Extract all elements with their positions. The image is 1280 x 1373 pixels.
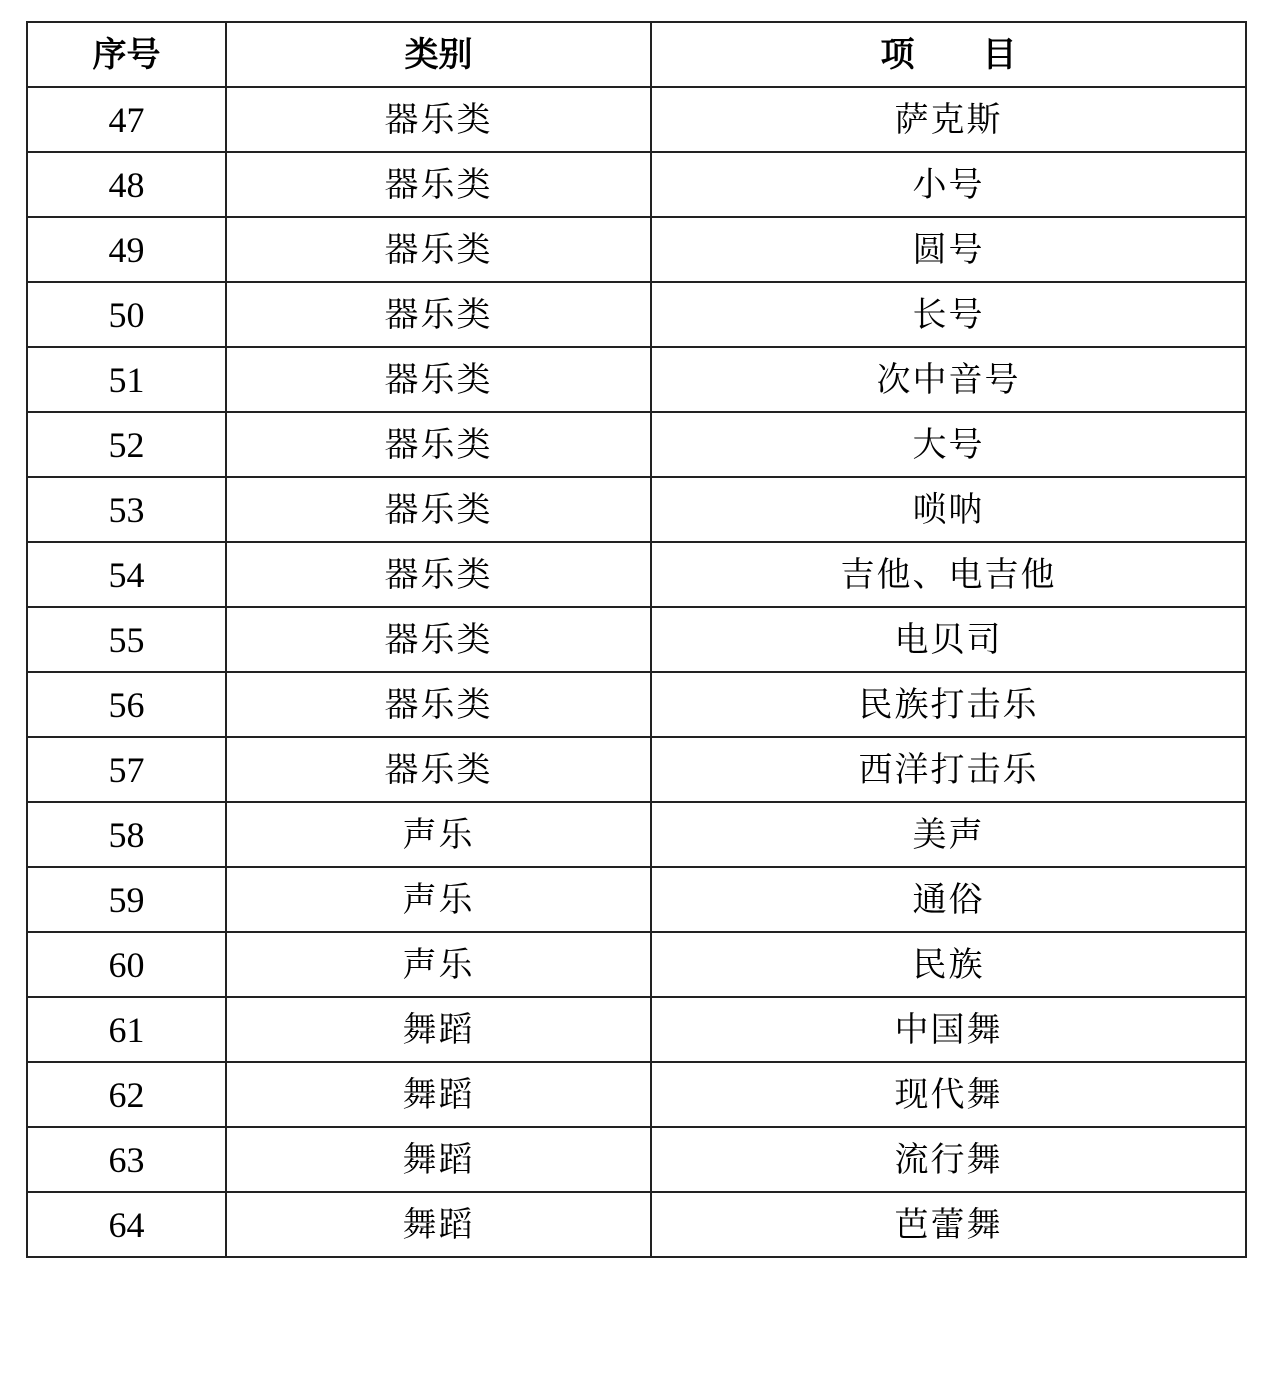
cell-category: 声乐	[226, 802, 651, 867]
cell-number: 48	[27, 152, 226, 217]
table-row	[27, 607, 1246, 672]
cell-category: 器乐类	[226, 477, 651, 542]
cell-number: 51	[27, 347, 226, 412]
cell-category: 器乐类	[226, 607, 651, 672]
table-row	[27, 1127, 1246, 1192]
cell-item: 吉他、电吉他	[651, 542, 1246, 607]
cell-category: 舞蹈	[226, 997, 651, 1062]
cell-item: 芭蕾舞	[651, 1192, 1246, 1257]
cell-category: 声乐	[226, 932, 651, 997]
table-row	[27, 672, 1246, 737]
table-row	[27, 347, 1246, 412]
cell-item: 民族打击乐	[651, 672, 1246, 737]
table-row	[27, 1062, 1246, 1127]
cell-item: 圆号	[651, 217, 1246, 282]
cell-category: 舞蹈	[226, 1192, 651, 1257]
cell-item: 电贝司	[651, 607, 1246, 672]
cell-item: 中国舞	[651, 997, 1246, 1062]
table-row	[27, 737, 1246, 802]
cell-item: 大号	[651, 412, 1246, 477]
table-row	[27, 152, 1246, 217]
cell-item: 次中音号	[651, 347, 1246, 412]
cell-category: 器乐类	[226, 672, 651, 737]
table-header	[27, 22, 1246, 87]
header-category: 类别	[226, 22, 651, 87]
table-row	[27, 932, 1246, 997]
table-row	[27, 1192, 1246, 1257]
table-row	[27, 217, 1246, 282]
program-table	[26, 21, 1247, 1258]
cell-category: 器乐类	[226, 87, 651, 152]
cell-number: 64	[27, 1192, 226, 1257]
table-row	[27, 282, 1246, 347]
table-row	[27, 997, 1246, 1062]
cell-item: 通俗	[651, 867, 1246, 932]
table-row	[27, 412, 1246, 477]
cell-category: 器乐类	[226, 282, 651, 347]
header-item: 项 目	[651, 22, 1246, 87]
cell-number: 57	[27, 737, 226, 802]
cell-item: 西洋打击乐	[651, 737, 1246, 802]
cell-category: 器乐类	[226, 217, 651, 282]
cell-number: 60	[27, 932, 226, 997]
cell-number: 58	[27, 802, 226, 867]
table-row	[27, 802, 1246, 867]
cell-item: 小号	[651, 152, 1246, 217]
cell-item: 现代舞	[651, 1062, 1246, 1127]
cell-category: 器乐类	[226, 542, 651, 607]
cell-category: 器乐类	[226, 412, 651, 477]
cell-category: 器乐类	[226, 737, 651, 802]
table-row	[27, 87, 1246, 152]
cell-number: 63	[27, 1127, 226, 1192]
table-body	[27, 87, 1246, 1257]
cell-item: 长号	[651, 282, 1246, 347]
cell-item: 美声	[651, 802, 1246, 867]
table-row	[27, 867, 1246, 932]
cell-number: 50	[27, 282, 226, 347]
cell-item: 民族	[651, 932, 1246, 997]
cell-number: 54	[27, 542, 226, 607]
cell-category: 舞蹈	[226, 1127, 651, 1192]
cell-number: 56	[27, 672, 226, 737]
cell-category: 器乐类	[226, 347, 651, 412]
cell-category: 舞蹈	[226, 1062, 651, 1127]
cell-category: 器乐类	[226, 152, 651, 217]
cell-number: 47	[27, 87, 226, 152]
cell-number: 61	[27, 997, 226, 1062]
cell-item: 流行舞	[651, 1127, 1246, 1192]
cell-number: 62	[27, 1062, 226, 1127]
cell-number: 52	[27, 412, 226, 477]
cell-item: 萨克斯	[651, 87, 1246, 152]
cell-category: 声乐	[226, 867, 651, 932]
cell-number: 53	[27, 477, 226, 542]
cell-number: 49	[27, 217, 226, 282]
table-row	[27, 542, 1246, 607]
header-serial-number: 序号	[27, 22, 226, 87]
table-row	[27, 477, 1246, 542]
cell-item: 唢呐	[651, 477, 1246, 542]
cell-number: 55	[27, 607, 226, 672]
header-row	[27, 22, 1246, 87]
cell-number: 59	[27, 867, 226, 932]
